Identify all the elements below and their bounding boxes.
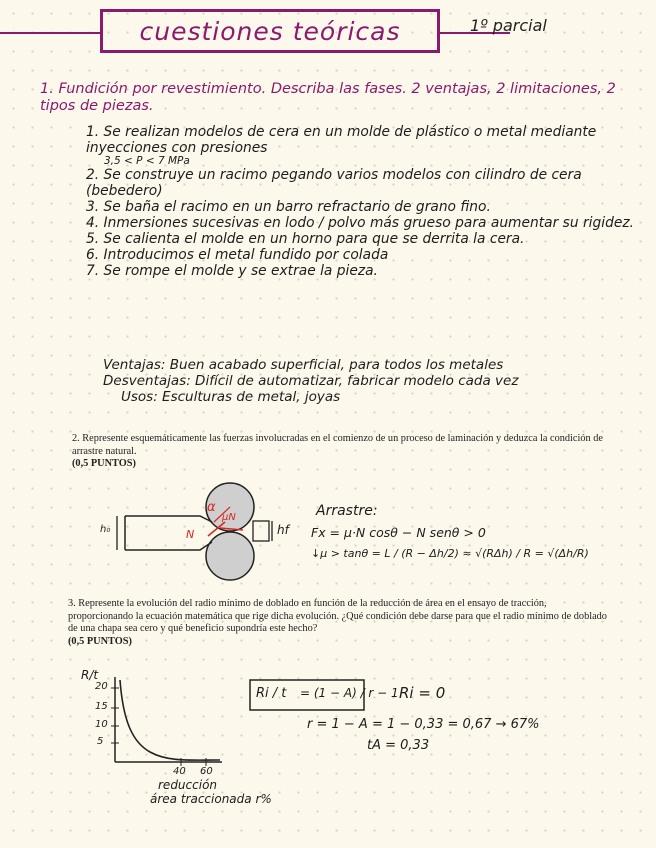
x-axis-label-2: área traccionada r% (150, 792, 272, 806)
step-5: 5. Se calienta el molde en un horno para que se derrita la cera. (86, 231, 525, 247)
y-tick-5: 5 (97, 736, 104, 747)
question-1-prompt: 1. Fundición por revestimiento. Describa las fases. 2 ventajas, 2 limitaciones, 2 tipos de piezas. (40, 81, 616, 114)
question-3-text: 3. Represente la evolución del radio mínimo de doblado en función de la reducción de área en el ensayo de tracción, proporcionando la ecuación matemática que rige dicha evolución. ¿Qué condición debe darse para que el radio mínimo de doblado de una chapa sea cero y qué beneficio supondría este hecho? (68, 598, 607, 634)
step-7: 7. Se rompe el molde y se extrae la pieza. (86, 263, 378, 279)
question-2-text: 2. Represente esquemáticamente las fuerzas involucradas en el comienzo de un proceso de laminación y deduzca la condición de arrastre natural. (72, 433, 603, 457)
ri-zero: Ri = 0 (399, 684, 446, 702)
formula-left: Ri / t (256, 686, 287, 701)
desventajas-line: Desventajas: Difícil de automatizar, fabricar modelo cada vez (103, 373, 519, 389)
y-tick-20: 20 (95, 681, 108, 692)
y-tick-10: 10 (95, 719, 108, 730)
friction-label: μN (222, 512, 236, 523)
step-6: 6. Introducimos el metal fundido por colada (86, 247, 389, 263)
ventajas-line: Ventajas: Buen acabado superficial, para todos los metales (103, 357, 504, 373)
step-4: 4. Inmersiones sucesivas en lodo / polvo más grueso para aumentar su rigidez. (86, 215, 634, 231)
equation-2: ↓μ > tanθ = L / (R − Δh/2) ≈ √(RΔh) / R = √(Δh/R) (311, 547, 589, 560)
usos-line: Usos: Esculturas de metal, joyas (121, 389, 341, 405)
equation-1: Fx = μ·N cosθ − N senθ > 0 (311, 525, 486, 540)
step-3: 3. Se baña el racimo en un barro refractario de grano fino. (86, 199, 491, 215)
step-1-pressure: 3,5 < P < 7 MPa (104, 155, 190, 167)
lower-roll (206, 532, 254, 580)
y-tick-15: 15 (95, 701, 108, 712)
alpha-label: α (207, 500, 216, 515)
exam-subtitle: 1º parcial (470, 16, 547, 35)
h0-label: h₀ (100, 524, 111, 535)
bend-radius-curve (120, 680, 220, 760)
hf-label: hf (277, 523, 289, 537)
y-axis-label: R/t (81, 668, 99, 682)
sheet-outline (125, 516, 212, 550)
exit-sheet (253, 521, 269, 541)
question-3-prompt (68, 598, 608, 648)
formula-right: = (1 − A) / r − 1 (300, 686, 399, 700)
step-1: 1. Se realizan modelos de cera en un molde de plástico o metal mediante inyecciones con presiones (86, 124, 597, 156)
question-3-points: (0,5 PUNTOS) (68, 635, 132, 647)
x-tick-60: 60 (200, 766, 213, 777)
step-2: 2. Se construye un racimo pegando varios modelos con cilindro de cera (bebedero) (86, 167, 582, 199)
normal-label: N (186, 528, 195, 541)
calc-line-2: tA = 0,33 (367, 738, 430, 753)
calc-line-1: r = 1 − A = 1 − 0,33 = 0,67 → 67% (307, 717, 540, 732)
arrastre-label: Arrastre: (316, 503, 378, 519)
page-title: cuestiones teóricas (139, 17, 401, 46)
x-tick-40: 40 (173, 766, 186, 777)
question-2-points: (0,5 PUNTOS) (72, 458, 136, 469)
x-axis-label-1: reducción (158, 778, 218, 792)
